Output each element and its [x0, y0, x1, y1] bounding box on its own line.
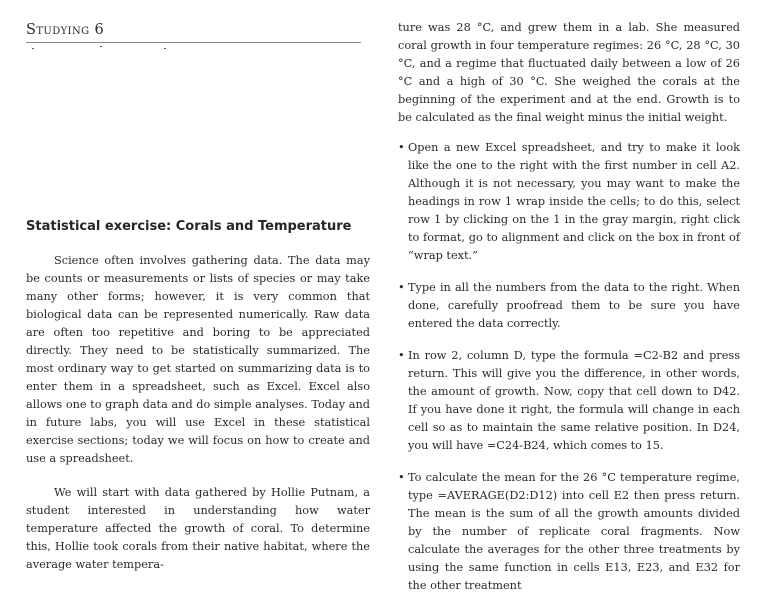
instruction-bullet	[398, 279, 740, 333]
bullet-text: In row 2, column D, type the formula =C2-B2 and press return. This will give you the difference, in other words, the amount of growth. Now, copy that cell down to D42. If you have done it right, the formula will change in each cell so as to maintain the same relative position. In D24, you will have =C24-B24, which comes to 15.	[408, 349, 740, 452]
bullet-icon: •	[398, 471, 405, 484]
instruction-bullet	[398, 469, 740, 595]
bullet-text: Open a new Excel spreadsheet, and try to make it look like the one to the right with the first number in cell A2. Although it is not necessary, you may want to make the headings in row 1 wrap inside the cells; to do this, select row 1 by clicking on the 1 in the gray margin, right click to format, go to alignment and click on the box in front of “wrap text.”	[408, 141, 740, 262]
header-mark	[100, 46, 102, 47]
header-mark	[164, 48, 166, 49]
section-heading: Statistical exercise: Corals and Temperature	[26, 219, 352, 234]
bullet-icon: •	[398, 281, 405, 294]
header-mark	[32, 48, 34, 49]
bullet-icon: •	[398, 349, 405, 362]
instruction-bullet	[398, 347, 740, 455]
bullet-text: To calculate the mean for the 26 °C temperature regime, type =AVERAGE(D2:D12) into cell E2 then press return. The mean is the sum of all the growth amounts divided by the number of replicate coral fragments. Now calculate the averages for the other three treatments by using the same function in cells E13, E23, and E32 for the other treatment	[408, 471, 740, 592]
paragraph: Science often involves gathering data. The data may be counts or measurements or lists of species or may take many other forms; however, it is very common that biological data can be represented numerically. Raw data are often too repetitive and boring to be appreciated directly. They need to be statistically summarized. The most ordinary way to get started on summarizing data is to enter them in a spreadsheet, such as Excel. Excel also allows one to graph data and do simple analyses. Today and in future labs, you will use Excel in these statistical exercise sections; today we will focus on how to create and use a spreadsheet.	[26, 254, 370, 465]
header-title: Studying 6	[26, 22, 105, 38]
instruction-bullet	[398, 139, 740, 265]
bullet-text: Type in all the numbers from the data to the right. When done, carefully proofread them to be sure you have entered the data correctly.	[408, 281, 740, 330]
right-column	[398, 19, 740, 609]
bullet-icon: •	[398, 141, 405, 154]
left-column	[26, 218, 370, 590]
paragraph-continuation: ture was 28 °C, and grew them in a lab. She measured coral growth in four temperature regimes: 26 °C, 28 °C, 30 °C, and a regime that fluctuated daily between a low of 26 °C and a high of 30 °C. She weighed the corals at the beginning of the experiment and at the end. Growth is to be calculated as the final weight minus the initial weight.	[398, 21, 740, 124]
paragraph: We will start with data gathered by Hollie Putnam, a student interested in understanding how water temperature affected the growth of coral. To determine this, Hollie took corals from their native habitat, where the average water tempera-	[26, 486, 370, 571]
running-header	[26, 18, 361, 43]
